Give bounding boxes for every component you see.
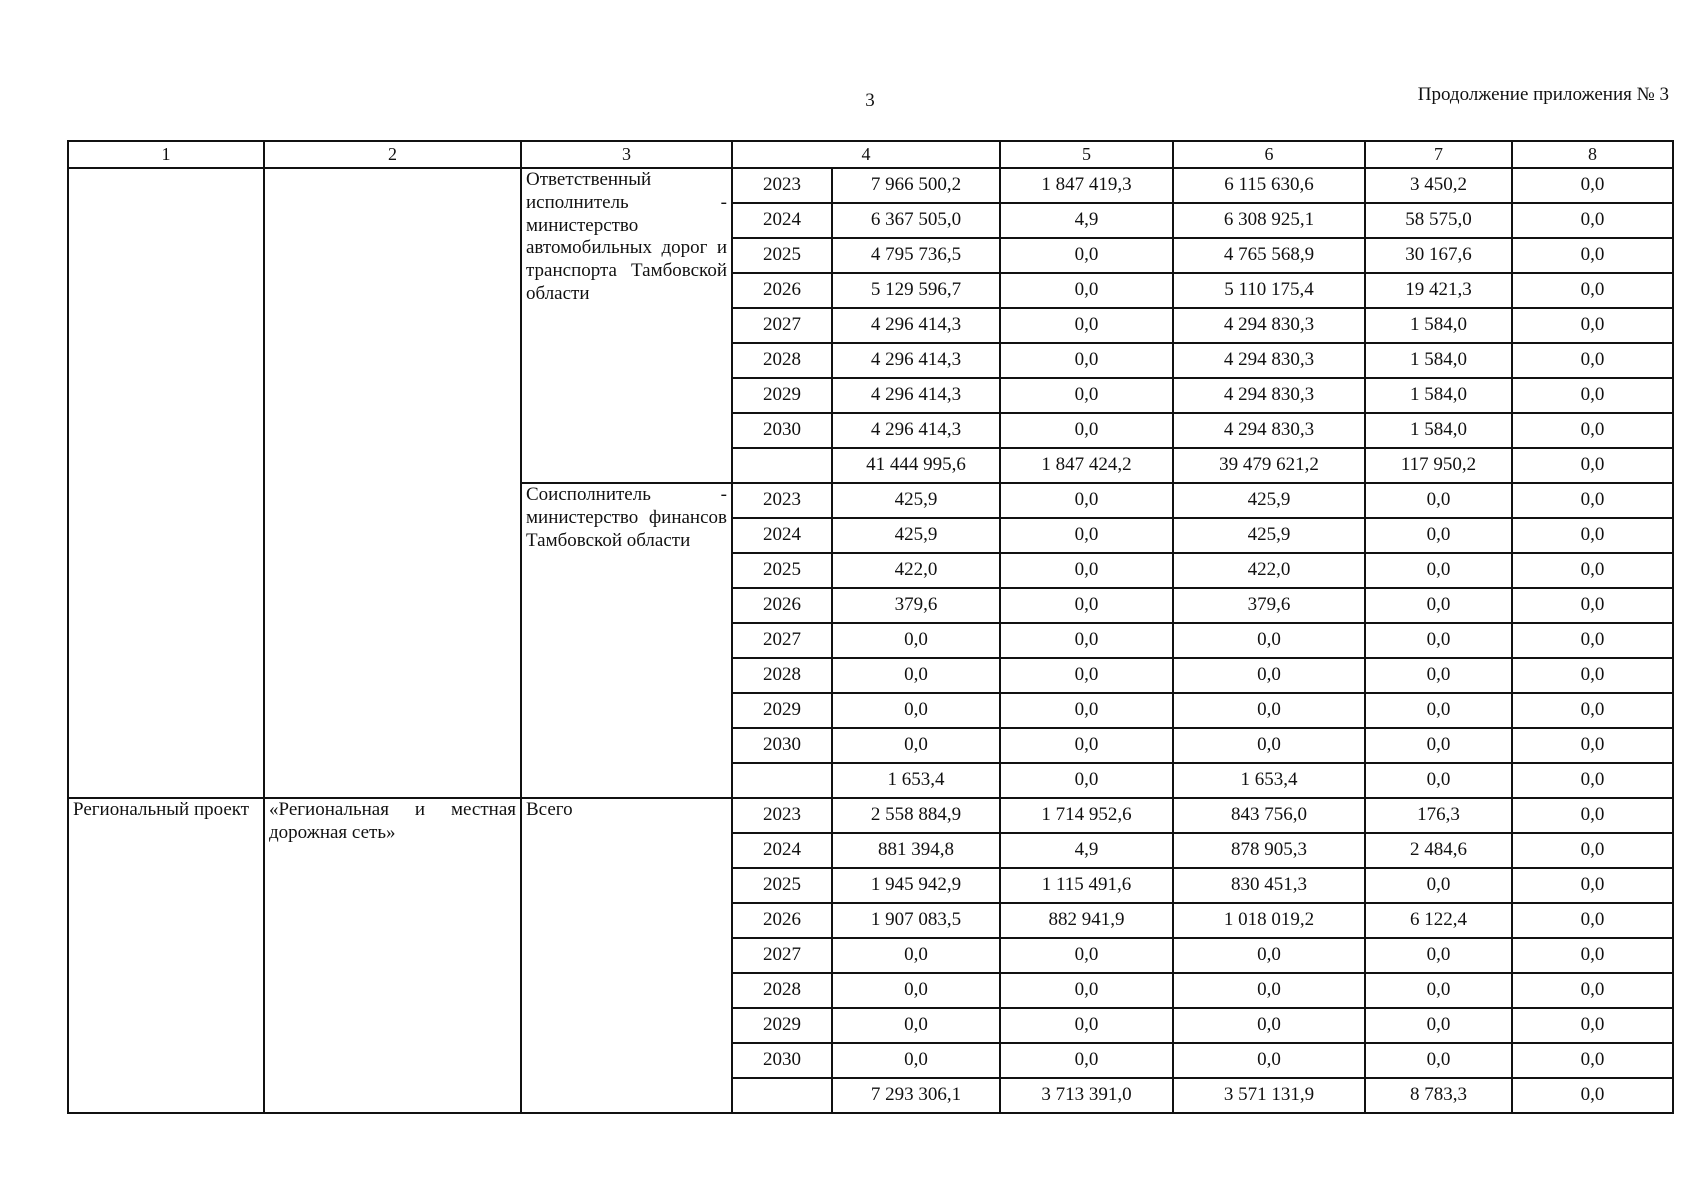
value-cell: 58 575,0 [1365,203,1512,238]
value-cell: 0,0 [1512,238,1673,273]
column-number-row [68,141,1673,168]
value-cell: 7 966 500,2 [832,168,1000,203]
value-cell: 0,0 [1512,1078,1673,1113]
value-cell: 0,0 [1512,693,1673,728]
value-cell: 0,0 [1365,763,1512,798]
value-cell: 8 783,3 [1365,1078,1512,1113]
value-cell: 843 756,0 [1173,798,1365,833]
value-cell: 0,0 [1000,1008,1173,1043]
year-cell: 2025 [732,553,832,588]
value-cell: 0,0 [1512,728,1673,763]
value-cell: 0,0 [1000,938,1173,973]
value-cell: 0,0 [1512,168,1673,203]
value-cell: 4,9 [1000,833,1173,868]
column-header: 8 [1512,141,1673,168]
value-cell: 0,0 [1173,1043,1365,1078]
value-cell: 4 294 830,3 [1173,413,1365,448]
value-cell: 0,0 [1365,1043,1512,1078]
value-cell: 4 296 414,3 [832,413,1000,448]
value-cell: 0,0 [1000,518,1173,553]
year-cell: 2026 [732,903,832,938]
value-cell: 0,0 [1173,658,1365,693]
value-cell: 0,0 [1512,833,1673,868]
value-cell: 5 129 596,7 [832,273,1000,308]
year-cell: 2024 [732,203,832,238]
value-cell: 6 115 630,6 [1173,168,1365,203]
value-cell: 0,0 [1512,203,1673,238]
value-cell: 0,0 [1512,763,1673,798]
value-cell: 0,0 [1365,973,1512,1008]
section-name-cell: «Региональная и местная дорожная сеть» [264,798,521,1113]
value-cell: 0,0 [1512,413,1673,448]
value-cell: 0,0 [1512,798,1673,833]
value-cell: 0,0 [1512,273,1673,308]
value-cell: 0,0 [1000,588,1173,623]
value-cell: 0,0 [1512,658,1673,693]
value-cell: 0,0 [1365,728,1512,763]
page-number: 3 [865,90,875,111]
value-cell: 4 795 736,5 [832,238,1000,273]
value-cell: 878 905,3 [1173,833,1365,868]
value-cell: 422,0 [832,553,1000,588]
value-cell: 1 584,0 [1365,378,1512,413]
value-cell: 0,0 [1512,588,1673,623]
value-cell: 41 444 995,6 [832,448,1000,483]
column-header: 7 [1365,141,1512,168]
value-cell: 1 584,0 [1365,308,1512,343]
value-cell: 0,0 [832,973,1000,1008]
value-cell: 425,9 [1173,518,1365,553]
year-cell: 2028 [732,658,832,693]
column-header: 6 [1173,141,1365,168]
value-cell: 30 167,6 [1365,238,1512,273]
year-cell: 2028 [732,973,832,1008]
year-cell: 2026 [732,273,832,308]
year-cell [732,448,832,483]
value-cell: 0,0 [832,1008,1000,1043]
value-cell: 0,0 [1173,1008,1365,1043]
year-cell: 2030 [732,1043,832,1078]
value-cell: 1 714 952,6 [1000,798,1173,833]
value-cell: 0,0 [1365,868,1512,903]
value-cell: 3 571 131,9 [1173,1078,1365,1113]
value-cell: 0,0 [1512,938,1673,973]
value-cell: 0,0 [1512,448,1673,483]
section-type-cell: Региональный проект [68,798,264,1113]
value-cell: 1 945 942,9 [832,868,1000,903]
value-cell: 425,9 [832,518,1000,553]
value-cell: 1 018 019,2 [1173,903,1365,938]
value-cell: 0,0 [1365,693,1512,728]
value-cell: 2 484,6 [1365,833,1512,868]
value-cell: 0,0 [1512,378,1673,413]
value-cell: 0,0 [1365,553,1512,588]
value-cell: 0,0 [1512,308,1673,343]
value-cell: 0,0 [1000,238,1173,273]
value-cell: 0,0 [1365,658,1512,693]
value-cell: 1 653,4 [1173,763,1365,798]
value-cell: 0,0 [1000,273,1173,308]
year-cell: 2023 [732,483,832,518]
value-cell: 3 713 391,0 [1000,1078,1173,1113]
value-cell: 0,0 [1000,623,1173,658]
value-cell: 0,0 [1000,728,1173,763]
value-cell: 4 294 830,3 [1173,343,1365,378]
value-cell: 4,9 [1000,203,1173,238]
value-cell: 0,0 [1512,343,1673,378]
value-cell: 3 450,2 [1365,168,1512,203]
year-cell: 2029 [732,1008,832,1043]
value-cell: 4 294 830,3 [1173,308,1365,343]
year-cell: 2030 [732,728,832,763]
value-cell: 6 367 505,0 [832,203,1000,238]
value-cell: 6 122,4 [1365,903,1512,938]
value-cell: 881 394,8 [832,833,1000,868]
value-cell: 0,0 [1000,553,1173,588]
value-cell: 379,6 [832,588,1000,623]
value-cell: 7 293 306,1 [832,1078,1000,1113]
year-cell: 2025 [732,238,832,273]
year-cell: 2027 [732,623,832,658]
value-cell: 0,0 [1512,868,1673,903]
value-cell: 0,0 [1173,693,1365,728]
year-cell: 2025 [732,868,832,903]
value-cell: 0,0 [832,623,1000,658]
value-cell: 4 765 568,9 [1173,238,1365,273]
year-cell: 2030 [732,413,832,448]
value-cell: 0,0 [1512,1043,1673,1078]
value-cell: 0,0 [1512,553,1673,588]
value-cell: 0,0 [1173,623,1365,658]
value-cell: 4 294 830,3 [1173,378,1365,413]
value-cell: 0,0 [832,728,1000,763]
value-cell: 0,0 [1512,483,1673,518]
column-header: 1 [68,141,264,168]
year-cell: 2029 [732,378,832,413]
year-cell: 2023 [732,168,832,203]
value-cell: 0,0 [1173,973,1365,1008]
value-cell: 0,0 [1000,483,1173,518]
year-cell: 2027 [732,308,832,343]
value-cell: 0,0 [1365,1008,1512,1043]
value-cell: 0,0 [1365,623,1512,658]
value-cell: 1 115 491,6 [1000,868,1173,903]
value-cell: 0,0 [1000,308,1173,343]
year-cell: 2024 [732,518,832,553]
value-cell: 425,9 [832,483,1000,518]
year-cell [732,763,832,798]
value-cell: 0,0 [832,693,1000,728]
year-cell: 2024 [732,833,832,868]
value-cell: 379,6 [1173,588,1365,623]
value-cell: 0,0 [1000,658,1173,693]
value-cell: 2 558 884,9 [832,798,1000,833]
value-cell: 0,0 [1000,973,1173,1008]
year-cell: 2027 [732,938,832,973]
column-header: 5 [1000,141,1173,168]
column-header: 3 [521,141,732,168]
value-cell: 425,9 [1173,483,1365,518]
table-row [68,168,1673,203]
executor-cell: Соисполнитель - министерство финансов Тамбовской области [521,483,732,798]
value-cell: 4 296 414,3 [832,378,1000,413]
year-cell: 2026 [732,588,832,623]
value-cell: 0,0 [1512,973,1673,1008]
value-cell: 39 479 621,2 [1173,448,1365,483]
value-cell: 0,0 [832,1043,1000,1078]
column-header: 2 [264,141,521,168]
value-cell: 1 847 419,3 [1000,168,1173,203]
value-cell: 0,0 [1365,483,1512,518]
table-row [68,798,1673,833]
value-cell: 0,0 [1173,938,1365,973]
value-cell: 0,0 [1000,1043,1173,1078]
value-cell: 1 653,4 [832,763,1000,798]
value-cell: 422,0 [1173,553,1365,588]
table-body [68,141,1673,1113]
value-cell: 0,0 [1000,343,1173,378]
value-cell: 117 950,2 [1365,448,1512,483]
section-type-cell [68,168,264,798]
value-cell: 882 941,9 [1000,903,1173,938]
value-cell: 0,0 [1365,938,1512,973]
executor-cell: Всего [521,798,732,1113]
column-header: 4 [732,141,1000,168]
value-cell: 4 296 414,3 [832,343,1000,378]
value-cell: 0,0 [1000,693,1173,728]
value-cell: 0,0 [1000,413,1173,448]
budget-table [67,140,1674,1114]
value-cell: 0,0 [1365,588,1512,623]
value-cell: 0,0 [832,658,1000,693]
value-cell: 176,3 [1365,798,1512,833]
executor-cell: Ответственный исполнитель - министерство автомобильных дорог и транспорта Тамбовской области [521,168,732,483]
value-cell: 4 296 414,3 [832,308,1000,343]
value-cell: 1 847 424,2 [1000,448,1173,483]
year-cell [732,1078,832,1113]
value-cell: 0,0 [832,938,1000,973]
value-cell: 830 451,3 [1173,868,1365,903]
value-cell: 0,0 [1512,903,1673,938]
value-cell: 0,0 [1512,623,1673,658]
year-cell: 2029 [732,693,832,728]
continuation-label: Продолжение приложения № 3 [1417,84,1669,105]
value-cell: 5 110 175,4 [1173,273,1365,308]
year-cell: 2023 [732,798,832,833]
value-cell: 0,0 [1173,728,1365,763]
value-cell: 0,0 [1365,518,1512,553]
value-cell: 0,0 [1000,763,1173,798]
value-cell: 1 907 083,5 [832,903,1000,938]
section-name-cell [264,168,521,798]
value-cell: 1 584,0 [1365,413,1512,448]
year-cell: 2028 [732,343,832,378]
value-cell: 0,0 [1512,518,1673,553]
value-cell: 0,0 [1000,378,1173,413]
value-cell: 1 584,0 [1365,343,1512,378]
value-cell: 19 421,3 [1365,273,1512,308]
value-cell: 6 308 925,1 [1173,203,1365,238]
value-cell: 0,0 [1512,1008,1673,1043]
